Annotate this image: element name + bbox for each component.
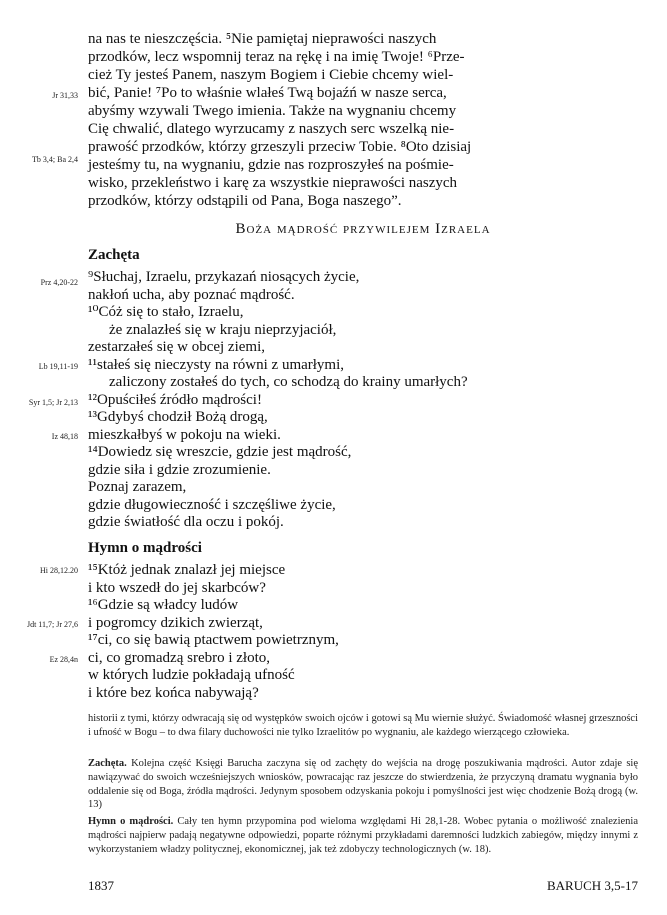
verse-line: i pogromcy dzikich zwierząt, [88,615,263,631]
note-text: Kolejna część Księgi Barucha zaczyna się od zachęty do wejścia na drogę poszukiwania mądrości. Autor zdaje się nawiązywać do swoich wcześniejszych wniosków, powracając raz jeszcze do stwierdzenia, że przyczyną dramatu wygnania było oddalenie się od Boga, źródła mądrości. Jedynym sposobem odzyskania pokoju i pomyślności jest więc chodzenie Bożą drogą (w. 13) [88,758,639,811]
verse-line: Poznaj zarazem, [88,479,187,495]
prose-line: na nas te nieszczęścia. ⁵Nie pamiętaj nieprawości naszych [88,31,437,47]
verse-line: i kto wszedł do jej skarbców? [88,580,266,596]
verse-line: zestarzałeś się w obcej ziemi, [88,339,265,355]
margin-reference: Syr 1,5; Jr 2,13 [28,398,78,407]
verse-line: ¹⁰Cóż się to stało, Izraelu, [88,304,244,320]
running-head: BARUCH 3,5-17 [546,878,638,893]
verse-line: gdzie długowieczność i szczęśliwe życie, [88,497,336,513]
verse-line: ⁹Słuchaj, Izraelu, przykazań niosących życie, [88,269,360,285]
margin-reference: Hi 28,12.20 [40,566,78,575]
prose-line: abyśmy wzywali Twego imienia. Także na wygnaniu chcemy [88,103,457,119]
margin-reference: Jr 31,33 [52,91,78,100]
margin-reference: Prz 4,20-22 [40,278,78,287]
verse-line: ¹⁵Któż jednak znalazł jej miejsce [88,562,286,578]
verse-line: ¹²Opuściłeś źródło mądrości! [88,392,262,408]
verse-line: mieszkałbyś w pokoju na wieki. [88,427,281,443]
verse-line: zaliczony zostałeś do tych, co schodzą do krainy umarłych? [109,374,468,390]
subheading: Hymn o mądrości [88,540,202,556]
prose-line: bić, Panie! ⁷Po to właśnie wlałeś Twą bojaźń w nasze serca, [88,85,447,101]
verse-line: i które bez końca nabywają? [88,685,259,701]
verse-line: ci, co gromadzą srebro i złoto, [88,650,271,666]
verse-line: ¹¹stałeś się nieczysty na równi z umarłymi, [88,357,345,373]
margin-reference: Lb 19,11-19 [38,362,78,371]
verse-line: ¹⁶Gdzie są władcy ludów [88,597,239,613]
commentary-note: historii z tymi, którzy odwracają się od występków swoich ojców i gotowi są Mu wiernie służyć. Świadomość własnej grzeszności i ufność w Bogu – to dwa filary duchowości nie tylko Izraelitów po wygnaniu, ale każdego wierzącego człowieka. [88,713,638,738]
margin-reference: Iz 48,18 [51,432,78,441]
commentary-note [88,815,638,856]
section-title: Boża mądrość przywilejem Izraela [235,221,491,237]
commentary-note [88,757,638,812]
prose-line: Cię chwalić, dlatego wyrzucamy z naszych serc wszelką nie- [88,121,455,137]
prose-line: przodków, którzy odstąpili od Pana, Boga naszego”. [88,193,402,209]
margin-reference: Tb 3,4; Ba 2,4 [32,155,78,164]
margin-reference: Ez 28,4n [49,655,78,664]
verse-line: nakłoń ucha, aby poznać mądrość. [88,287,295,303]
verse-line: gdzie siła i gdzie zrozumienie. [88,462,271,478]
verse-line: ¹⁷ci, co się bawią ptactwem powietrznym, [88,632,339,648]
note-text: Cały ten hymn przypomina pod wieloma względami Hi 28,1-28. Wobec pytania o możliwość znalezienia mądrości najpierw padają negatywne odpowiedzi, poparte różnymi przykładami daremności ludzkich zabiegów, między innymi z wykorzystaniem władzy politycznej, ekonomicznej, jak też zdobyczy technologicznych (w. 18). [88,816,638,855]
verse-line: że znalazłeś się w kraju nieprzyjaciół, [109,322,337,338]
prose-line: jesteśmy tu, na wygnaniu, gdzie nas rozproszyłeś na pośmie- [88,157,454,173]
verse-line: ¹⁴Dowiedz się wreszcie, gdzie jest mądrość, [88,444,352,460]
margin-reference: Jdt 11,7; Jr 27,6 [26,620,78,629]
prose-line: cież Ty jesteś Panem, naszym Bogiem i Ciebie chcemy wiel- [88,67,454,83]
verse-line: ¹³Gdybyś chodził Bożą drogą, [88,409,268,425]
page-number: 1837 [88,878,114,893]
prose-line: wisko, przekleństwo i karę za wszystkie nieprawości naszych [88,175,458,191]
verse-line: gdzie światłość dla oczu i pokój. [88,514,284,530]
verse-line: w których ludzie pokładają ufność [88,667,295,683]
prose-line: prawość przodków, którzy grzeszyli przeciw Tobie. ⁸Oto dzisiaj [88,139,472,155]
subheading: Zachęta [88,247,140,263]
prose-line: przodków, lecz wspomnij teraz na rękę i na imię Twoje! ⁶Prze- [88,49,465,65]
note-label: Hymn o mądrości. [88,816,174,827]
note-label: Zachęta. [88,758,127,769]
